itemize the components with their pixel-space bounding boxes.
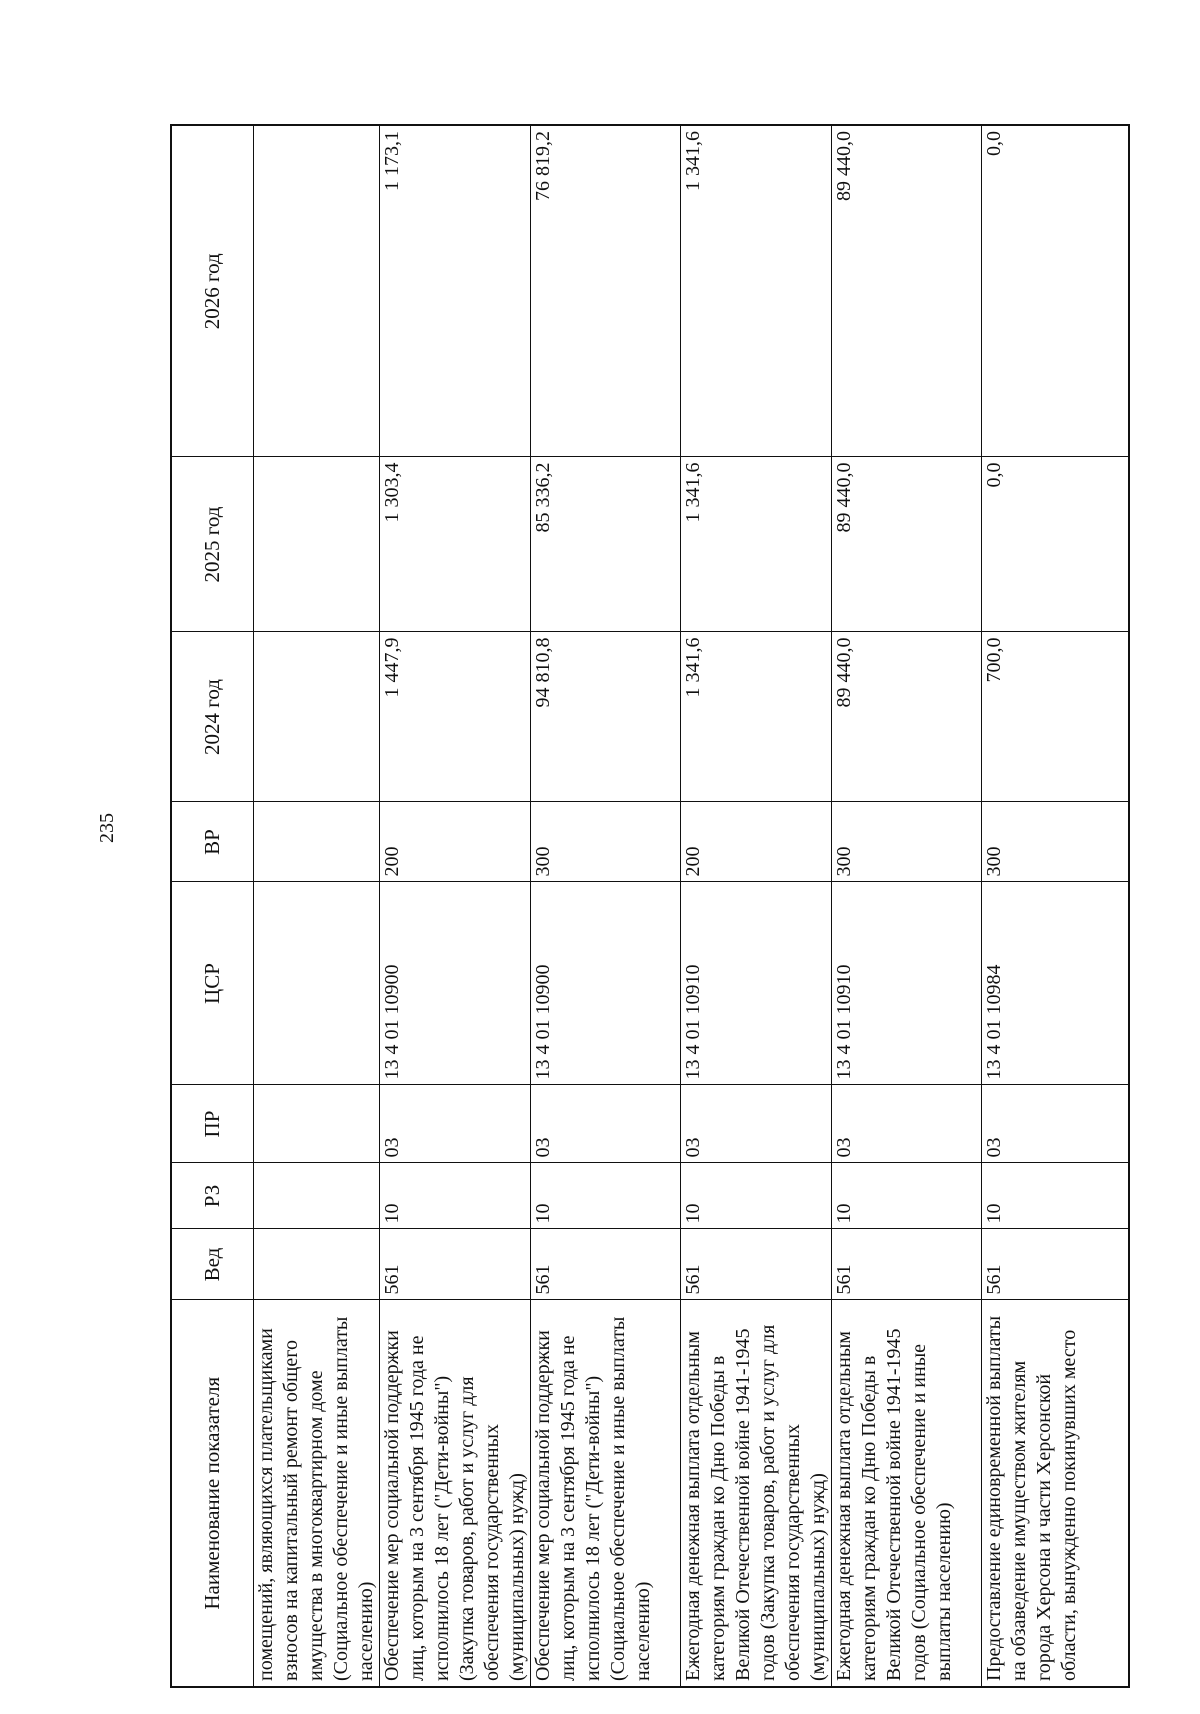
cell-name: Ежегодная денежная выплата отдельным категориям граждан ко Дню Победы в Великой Отечественной войне 1941-1945 годов (Закупка товаров, работ и услуг для обеспечения государственных (муниципальных) нужд): [680, 1300, 831, 1687]
cell-2024: [253, 632, 379, 802]
cell-ved: 561: [530, 1229, 680, 1300]
cell-2025: [253, 457, 379, 632]
header-name: Наименование показателя: [171, 1300, 253, 1687]
cell-pr: 03: [680, 1085, 831, 1163]
cell-rz: 10: [680, 1163, 831, 1229]
cell-csr: 13 4 01 10910: [680, 882, 831, 1085]
table-row: [253, 125, 379, 1687]
cell-2026: [253, 125, 379, 457]
table-row: [981, 125, 1129, 1687]
cell-2024: 1 447,9: [379, 632, 530, 802]
cell-csr: 13 4 01 10900: [530, 882, 680, 1085]
header-rz: РЗ: [171, 1163, 253, 1229]
cell-2026: 89 440,0: [831, 125, 981, 457]
table-header-row: [171, 125, 253, 1687]
header-pr: ПР: [171, 1085, 253, 1163]
cell-2024: 94 810,8: [530, 632, 680, 802]
table-row: [530, 125, 680, 1687]
header-vr: ВР: [171, 802, 253, 882]
cell-2024: 1 341,6: [680, 632, 831, 802]
budget-table: [170, 124, 1130, 1688]
cell-rz: 10: [831, 1163, 981, 1229]
cell-ved: 561: [981, 1229, 1129, 1300]
cell-vr: 300: [530, 802, 680, 882]
table-row: [831, 125, 981, 1687]
cell-csr: 13 4 01 10984: [981, 882, 1129, 1085]
cell-2025: 85 336,2: [530, 457, 680, 632]
cell-vr: 200: [379, 802, 530, 882]
cell-ved: [253, 1229, 379, 1300]
cell-ved: 561: [680, 1229, 831, 1300]
cell-vr: [253, 802, 379, 882]
header-2025: 2025 год: [171, 457, 253, 632]
cell-rz: 10: [981, 1163, 1129, 1229]
page-number: 235: [96, 813, 118, 843]
cell-2025: 1 341,6: [680, 457, 831, 632]
rotated-table-container: [170, 126, 1125, 1688]
header-ved: Вед: [171, 1229, 253, 1300]
cell-csr: [253, 882, 379, 1085]
cell-pr: 03: [530, 1085, 680, 1163]
cell-pr: 03: [981, 1085, 1129, 1163]
table-row: [379, 125, 530, 1687]
cell-2025: 1 303,4: [379, 457, 530, 632]
cell-2026: 1 341,6: [680, 125, 831, 457]
cell-vr: 300: [831, 802, 981, 882]
cell-2025: 89 440,0: [831, 457, 981, 632]
cell-pr: [253, 1085, 379, 1163]
header-2024: 2024 год: [171, 632, 253, 802]
cell-2026: 76 819,2: [530, 125, 680, 457]
cell-name: помещений, являющихся плательщиками взносов на капитальный ремонт общего имущества в многоквартирном доме (Социальное обеспечение и иные выплаты населению): [253, 1300, 379, 1687]
cell-vr: 200: [680, 802, 831, 882]
cell-vr: 300: [981, 802, 1129, 882]
cell-pr: 03: [379, 1085, 530, 1163]
cell-name: Обеспечение мер социальной поддержки лиц, которым на 3 сентября 1945 года не исполнилось 18 лет ("Дети-войны") (Закупка товаров, работ и услуг для обеспечения государственных (муниципальных) нужд): [379, 1300, 530, 1687]
cell-ved: 561: [831, 1229, 981, 1300]
cell-pr: 03: [831, 1085, 981, 1163]
cell-csr: 13 4 01 10910: [831, 882, 981, 1085]
cell-2026: 0,0: [981, 125, 1129, 457]
cell-rz: [253, 1163, 379, 1229]
cell-name: Ежегодная денежная выплата отдельным категориям граждан ко Дню Победы в Великой Отечественной войне 1941-1945 годов (Социальное обеспечение и иные выплаты населению): [831, 1300, 981, 1687]
cell-2024: 89 440,0: [831, 632, 981, 802]
cell-2026: 1 173,1: [379, 125, 530, 457]
cell-csr: 13 4 01 10900: [379, 882, 530, 1085]
cell-name: Предоставление единовременной выплаты на обзаведение имуществом жителям города Херсона и части Херсонской области, вынужденно покинувших место: [981, 1300, 1129, 1687]
cell-rz: 10: [530, 1163, 680, 1229]
table-row: [680, 125, 831, 1687]
cell-name: Обеспечение мер социальной поддержки лиц, которым на 3 сентября 1945 года не исполнилось 18 лет ("Дети-войны") (Социальное обеспечение и иные выплаты населению): [530, 1300, 680, 1687]
header-csr: ЦСР: [171, 882, 253, 1085]
cell-ved: 561: [379, 1229, 530, 1300]
cell-rz: 10: [379, 1163, 530, 1229]
header-2026: 2026 год: [171, 125, 253, 457]
cell-2025: 0,0: [981, 457, 1129, 632]
cell-2024: 700,0: [981, 632, 1129, 802]
